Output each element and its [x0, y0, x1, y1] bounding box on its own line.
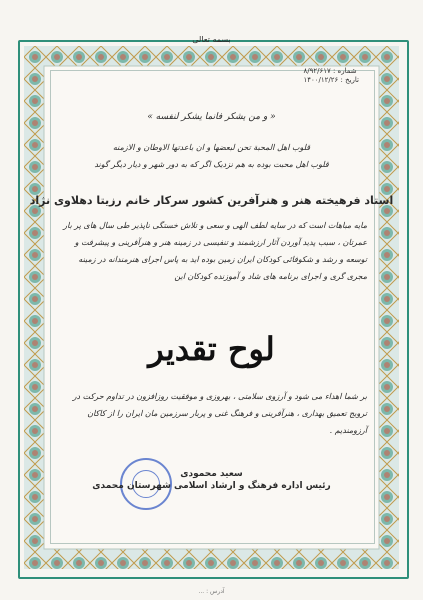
date-label: تاریخ : — [340, 76, 359, 84]
paragraph-1: مایه مباهات است که در سایه لطف الهی و سعی و تلاش خستگی ناپذیر طی سال های پر بار عمرتان ، سبب پدید آوردن آثار ارزشمند و تنفیسی در زمینه هنر و هنرآفرینی و پیشرفت و توسعه و رشد و شکوفائی کودکان ایران زمین بوده اید به پاس اجرای هنرمندانه در زمینه مجری گری و اجرای برنامه های شاد و آموزنده کودکان این — [63, 221, 367, 281]
bismillah-text: بسمه تعالی — [192, 35, 231, 44]
quote-text: « و من یشکر فانما یشکر لنفسه » — [147, 112, 276, 122]
paragraph-2: بر شما اهداء می شود و آرزوی سلامتی ، بهروزی و موفقیت روزافزون در تداوم حرکت در ترویج تعمیق بهداری ، هنرآفرینی و فرهنگ غنی و پربار سرزمین مان ایران را از کاکان آرزومندیم . — [72, 392, 367, 435]
footer-text: آدرس : ... — [198, 588, 225, 595]
date-value: ۱۴۰۰/۱۲/۲۶ — [303, 76, 339, 84]
reference-info — [303, 67, 359, 85]
recipient-line: استاد فرهیخته هنر و هنرآفرین کشور سرکار خانم رزیتا دهلاوی نژاد — [29, 194, 394, 207]
salutation-line-2: قلوب اهل محبت بوده به هم نزدیک اگر که به دور شهر و دیار دیگر گوند — [94, 160, 329, 169]
salutation-line-1: قلوب اهل المحبة تحن لبعضها و ان باعدتها الاوطان و الازمنه — [112, 143, 311, 152]
number-value: ۸/۹۲/۶۱۷ — [303, 67, 331, 75]
signature-name: سعید محمودی — [180, 469, 243, 479]
certificate-title: لوح تقدیر — [148, 330, 275, 368]
signature-title: رئیس اداره فرهنگ و ارشاد اسلامی شهرستان محمدی — [92, 481, 331, 491]
number-label: شماره : — [332, 67, 357, 75]
